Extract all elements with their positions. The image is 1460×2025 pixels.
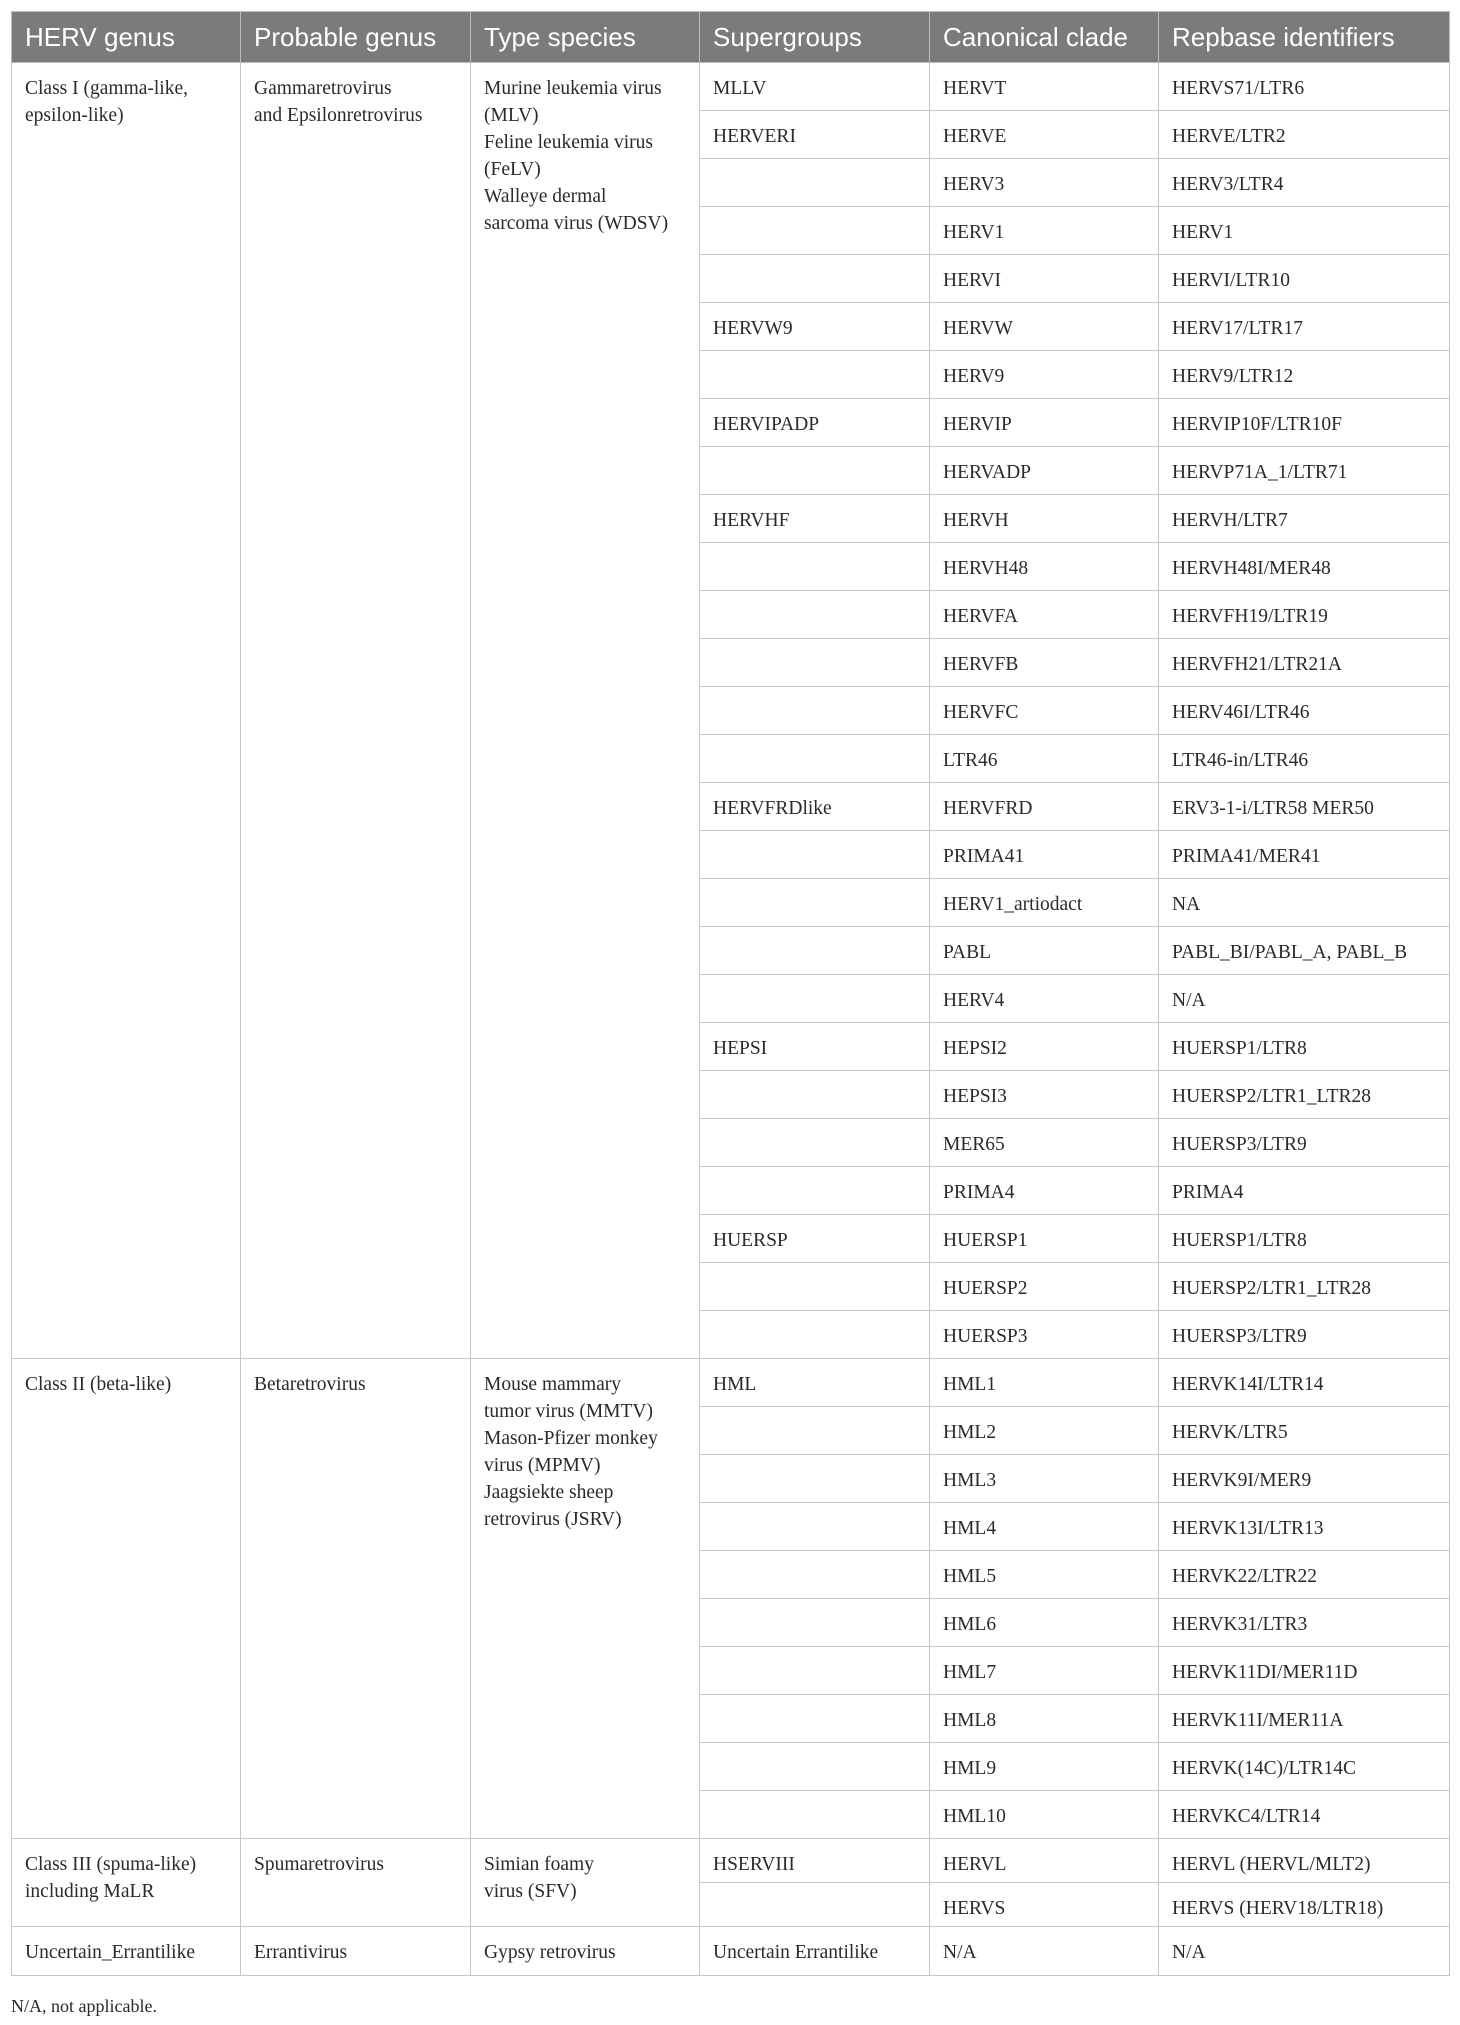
- supergroup-cell: [700, 1695, 930, 1743]
- canonical-clade-cell: HML10: [930, 1791, 1159, 1839]
- canonical-clade-cell: HERVFB: [930, 639, 1159, 687]
- supergroup-cell: [700, 591, 930, 639]
- canonical-clade-cell: N/A: [930, 1927, 1159, 1976]
- probable-genus-cell: [241, 1359, 471, 1839]
- type-species-cell-line: Walleye dermal: [484, 186, 607, 207]
- canonical-clade-cell: HML3: [930, 1455, 1159, 1503]
- herv-genus-cell-line: Uncertain_Errantilike: [25, 1942, 196, 1963]
- probable-genus-cell-line: Gammaretrovirus: [254, 78, 392, 99]
- type-species-cell: [471, 1839, 700, 1927]
- supergroup-cell: [700, 543, 930, 591]
- herv-genus-cell: [12, 1839, 241, 1927]
- repbase-identifier-cell: HERVK22/LTR22: [1159, 1551, 1450, 1599]
- supergroup-cell: [700, 1311, 930, 1359]
- type-species-cell-line: Simian foamy: [484, 1854, 594, 1875]
- type-species-cell-line: virus (SFV): [484, 1881, 577, 1902]
- repbase-identifier-cell: HERVFH21/LTR21A: [1159, 639, 1450, 687]
- column-header: Supergroups: [700, 12, 930, 63]
- supergroup-cell: HERVIPADP: [700, 399, 930, 447]
- canonical-clade-cell: HERV4: [930, 975, 1159, 1023]
- repbase-identifier-cell: HERVL (HERVL/MLT2): [1159, 1839, 1450, 1883]
- canonical-clade-cell: HML5: [930, 1551, 1159, 1599]
- repbase-identifier-cell: HUERSP2/LTR1_LTR28: [1159, 1263, 1450, 1311]
- canonical-clade-cell: HERVW: [930, 303, 1159, 351]
- canonical-clade-cell: HERVADP: [930, 447, 1159, 495]
- probable-genus-cell: [241, 63, 471, 1359]
- canonical-clade-cell: PRIMA41: [930, 831, 1159, 879]
- herv-genus-cell-line: Class I (gamma-like,: [25, 78, 188, 99]
- repbase-identifier-cell: HERVH48I/MER48: [1159, 543, 1450, 591]
- table-row: [12, 1359, 1450, 1407]
- repbase-identifier-cell: PABL_BI/PABL_A, PABL_B: [1159, 927, 1450, 975]
- type-species-cell-line: Gypsy retrovirus: [484, 1942, 616, 1963]
- supergroup-cell: [700, 1551, 930, 1599]
- canonical-clade-cell: HUERSP2: [930, 1263, 1159, 1311]
- repbase-identifier-cell: HERVS (HERV18/LTR18): [1159, 1883, 1450, 1927]
- supergroup-cell: [700, 831, 930, 879]
- canonical-clade-cell: HML4: [930, 1503, 1159, 1551]
- type-species-cell-line: Murine leukemia virus: [484, 78, 662, 99]
- supergroup-cell: [700, 159, 930, 207]
- repbase-identifier-cell: HUERSP3/LTR9: [1159, 1119, 1450, 1167]
- repbase-identifier-cell: HUERSP2/LTR1_LTR28: [1159, 1071, 1450, 1119]
- supergroup-cell: HERVFRDlike: [700, 783, 930, 831]
- supergroup-cell: [700, 255, 930, 303]
- canonical-clade-cell: HERVFRD: [930, 783, 1159, 831]
- supergroup-cell: [700, 687, 930, 735]
- canonical-clade-cell: HERV3: [930, 159, 1159, 207]
- repbase-identifier-cell: HERVE/LTR2: [1159, 111, 1450, 159]
- type-species-cell: [471, 63, 700, 1359]
- canonical-clade-cell: HERV1_artiodact: [930, 879, 1159, 927]
- repbase-identifier-cell: HERVK/LTR5: [1159, 1407, 1450, 1455]
- repbase-identifier-cell: HERVI/LTR10: [1159, 255, 1450, 303]
- canonical-clade-cell: HEPSI3: [930, 1071, 1159, 1119]
- canonical-clade-cell: MER65: [930, 1119, 1159, 1167]
- canonical-clade-cell: HERVE: [930, 111, 1159, 159]
- repbase-identifier-cell: LTR46-in/LTR46: [1159, 735, 1450, 783]
- supergroup-cell: [700, 1263, 930, 1311]
- canonical-clade-cell: HERVI: [930, 255, 1159, 303]
- supergroup-cell: [700, 735, 930, 783]
- supergroup-cell: HERVHF: [700, 495, 930, 543]
- canonical-clade-cell: HUERSP3: [930, 1311, 1159, 1359]
- supergroup-cell: [700, 1791, 930, 1839]
- repbase-identifier-cell: HERVP71A_1/LTR71: [1159, 447, 1450, 495]
- herv-genus-cell-line: including MaLR: [25, 1881, 155, 1902]
- supergroup-cell: [700, 207, 930, 255]
- canonical-clade-cell: HERVIP: [930, 399, 1159, 447]
- repbase-identifier-cell: PRIMA41/MER41: [1159, 831, 1450, 879]
- table-header: [12, 12, 1450, 63]
- supergroup-cell: HML: [700, 1359, 930, 1407]
- repbase-identifier-cell: N/A: [1159, 975, 1450, 1023]
- repbase-identifier-cell: HERV1: [1159, 207, 1450, 255]
- supergroup-cell: [700, 447, 930, 495]
- supergroup-cell: HEPSI: [700, 1023, 930, 1071]
- supergroup-cell: [700, 1455, 930, 1503]
- probable-genus-cell: [241, 1927, 471, 1976]
- repbase-identifier-cell: HERVK14I/LTR14: [1159, 1359, 1450, 1407]
- canonical-clade-cell: HML6: [930, 1599, 1159, 1647]
- table-row: [12, 63, 1450, 111]
- herv-genus-cell-line: Class II (beta-like): [25, 1374, 172, 1395]
- canonical-clade-cell: HML8: [930, 1695, 1159, 1743]
- repbase-identifier-cell: HERV17/LTR17: [1159, 303, 1450, 351]
- supergroup-cell: [700, 1647, 930, 1695]
- type-species-cell-line: (FeLV): [484, 159, 541, 180]
- type-species-cell-line: (MLV): [484, 105, 539, 126]
- canonical-clade-cell: HUERSP1: [930, 1215, 1159, 1263]
- canonical-clade-cell: HERVL: [930, 1839, 1159, 1883]
- type-species-cell-line: Mouse mammary: [484, 1374, 622, 1395]
- table-container: [11, 11, 1449, 1976]
- type-species-cell: [471, 1359, 700, 1839]
- table-row: [12, 1927, 1450, 1976]
- supergroup-cell: [700, 1503, 930, 1551]
- supergroup-cell: [700, 975, 930, 1023]
- canonical-clade-cell: HML9: [930, 1743, 1159, 1791]
- supergroup-cell: [700, 1071, 930, 1119]
- herv-genus-cell: [12, 63, 241, 1359]
- supergroup-cell: HERVERI: [700, 111, 930, 159]
- repbase-identifier-cell: PRIMA4: [1159, 1167, 1450, 1215]
- repbase-identifier-cell: ERV3-1-i/LTR58 MER50: [1159, 783, 1450, 831]
- repbase-identifier-cell: HERVIP10F/LTR10F: [1159, 399, 1450, 447]
- repbase-identifier-cell: HERVH/LTR7: [1159, 495, 1450, 543]
- supergroup-cell: [700, 1883, 930, 1927]
- canonical-clade-cell: HERVH: [930, 495, 1159, 543]
- supergroup-cell: [700, 351, 930, 399]
- repbase-identifier-cell: HERVK11DI/MER11D: [1159, 1647, 1450, 1695]
- type-species-cell-line: sarcoma virus (WDSV): [484, 213, 669, 234]
- canonical-clade-cell: HERVFA: [930, 591, 1159, 639]
- supergroup-cell: HSERVIII: [700, 1839, 930, 1883]
- canonical-clade-cell: PABL: [930, 927, 1159, 975]
- repbase-identifier-cell: HERV3/LTR4: [1159, 159, 1450, 207]
- repbase-identifier-cell: HERVK11I/MER11A: [1159, 1695, 1450, 1743]
- column-header: Type species: [471, 12, 700, 63]
- column-header: HERV genus: [12, 12, 241, 63]
- supergroup-cell: [700, 639, 930, 687]
- probable-genus-cell-line: Spumaretrovirus: [254, 1854, 384, 1875]
- table-row: [12, 1839, 1450, 1883]
- column-header: Canonical clade: [930, 12, 1159, 63]
- canonical-clade-cell: HERVH48: [930, 543, 1159, 591]
- herv-genus-cell-line: epsilon-like): [25, 105, 124, 126]
- herv-genus-cell-line: Class III (spuma-like): [25, 1854, 197, 1875]
- supergroup-cell: [700, 1119, 930, 1167]
- table-footnote: N/A, not applicable.: [11, 1996, 157, 2016]
- repbase-identifier-cell: HERVFH19/LTR19: [1159, 591, 1450, 639]
- repbase-identifier-cell: HERVK9I/MER9: [1159, 1455, 1450, 1503]
- type-species-cell-line: virus (MPMV): [484, 1455, 601, 1476]
- supergroup-cell: [700, 879, 930, 927]
- probable-genus-cell-line: and Epsilonretrovirus: [254, 105, 423, 126]
- canonical-clade-cell: PRIMA4: [930, 1167, 1159, 1215]
- herv-classification-table: [11, 11, 1450, 1976]
- repbase-identifier-cell: HERVKC4/LTR14: [1159, 1791, 1450, 1839]
- supergroup-cell: HUERSP: [700, 1215, 930, 1263]
- probable-genus-cell-line: Errantivirus: [254, 1942, 348, 1963]
- header-row: [12, 12, 1450, 63]
- type-species-cell-line: Feline leukemia virus: [484, 132, 653, 153]
- type-species-cell: [471, 1927, 700, 1976]
- repbase-identifier-cell: HERVK31/LTR3: [1159, 1599, 1450, 1647]
- canonical-clade-cell: HERVFC: [930, 687, 1159, 735]
- repbase-identifier-cell: N/A: [1159, 1927, 1450, 1976]
- canonical-clade-cell: HML7: [930, 1647, 1159, 1695]
- canonical-clade-cell: HEPSI2: [930, 1023, 1159, 1071]
- repbase-identifier-cell: HUERSP1/LTR8: [1159, 1215, 1450, 1263]
- canonical-clade-cell: LTR46: [930, 735, 1159, 783]
- supergroup-cell: [700, 1743, 930, 1791]
- type-species-cell-line: Jaagsiekte sheep: [484, 1482, 614, 1503]
- type-species-cell-line: tumor virus (MMTV): [484, 1401, 653, 1422]
- column-header: Repbase identifiers: [1159, 12, 1450, 63]
- supergroup-cell: [700, 1407, 930, 1455]
- type-species-cell-line: retrovirus (JSRV): [484, 1509, 622, 1530]
- herv-genus-cell: [12, 1359, 241, 1839]
- type-species-cell-line: Mason-Pfizer monkey: [484, 1428, 658, 1449]
- canonical-clade-cell: HERV1: [930, 207, 1159, 255]
- supergroup-cell: MLLV: [700, 63, 930, 111]
- canonical-clade-cell: HERVS: [930, 1883, 1159, 1927]
- repbase-identifier-cell: HERVK13I/LTR13: [1159, 1503, 1450, 1551]
- supergroup-cell: [700, 1599, 930, 1647]
- probable-genus-cell: [241, 1839, 471, 1927]
- supergroup-cell: [700, 1167, 930, 1215]
- column-header: Probable genus: [241, 12, 471, 63]
- supergroup-cell: [700, 927, 930, 975]
- repbase-identifier-cell: HERV9/LTR12: [1159, 351, 1450, 399]
- canonical-clade-cell: HML1: [930, 1359, 1159, 1407]
- supergroup-cell: Uncertain Errantilike: [700, 1927, 930, 1976]
- repbase-identifier-cell: HERVS71/LTR6: [1159, 63, 1450, 111]
- repbase-identifier-cell: HERVK(14C)/LTR14C: [1159, 1743, 1450, 1791]
- herv-genus-cell: [12, 1927, 241, 1976]
- repbase-identifier-cell: HUERSP1/LTR8: [1159, 1023, 1450, 1071]
- supergroup-cell: HERVW9: [700, 303, 930, 351]
- repbase-identifier-cell: NA: [1159, 879, 1450, 927]
- probable-genus-cell-line: Betaretrovirus: [254, 1374, 366, 1395]
- repbase-identifier-cell: HUERSP3/LTR9: [1159, 1311, 1450, 1359]
- canonical-clade-cell: HML2: [930, 1407, 1159, 1455]
- repbase-identifier-cell: HERV46I/LTR46: [1159, 687, 1450, 735]
- canonical-clade-cell: HERV9: [930, 351, 1159, 399]
- table-body: [12, 63, 1450, 1976]
- canonical-clade-cell: HERVT: [930, 63, 1159, 111]
